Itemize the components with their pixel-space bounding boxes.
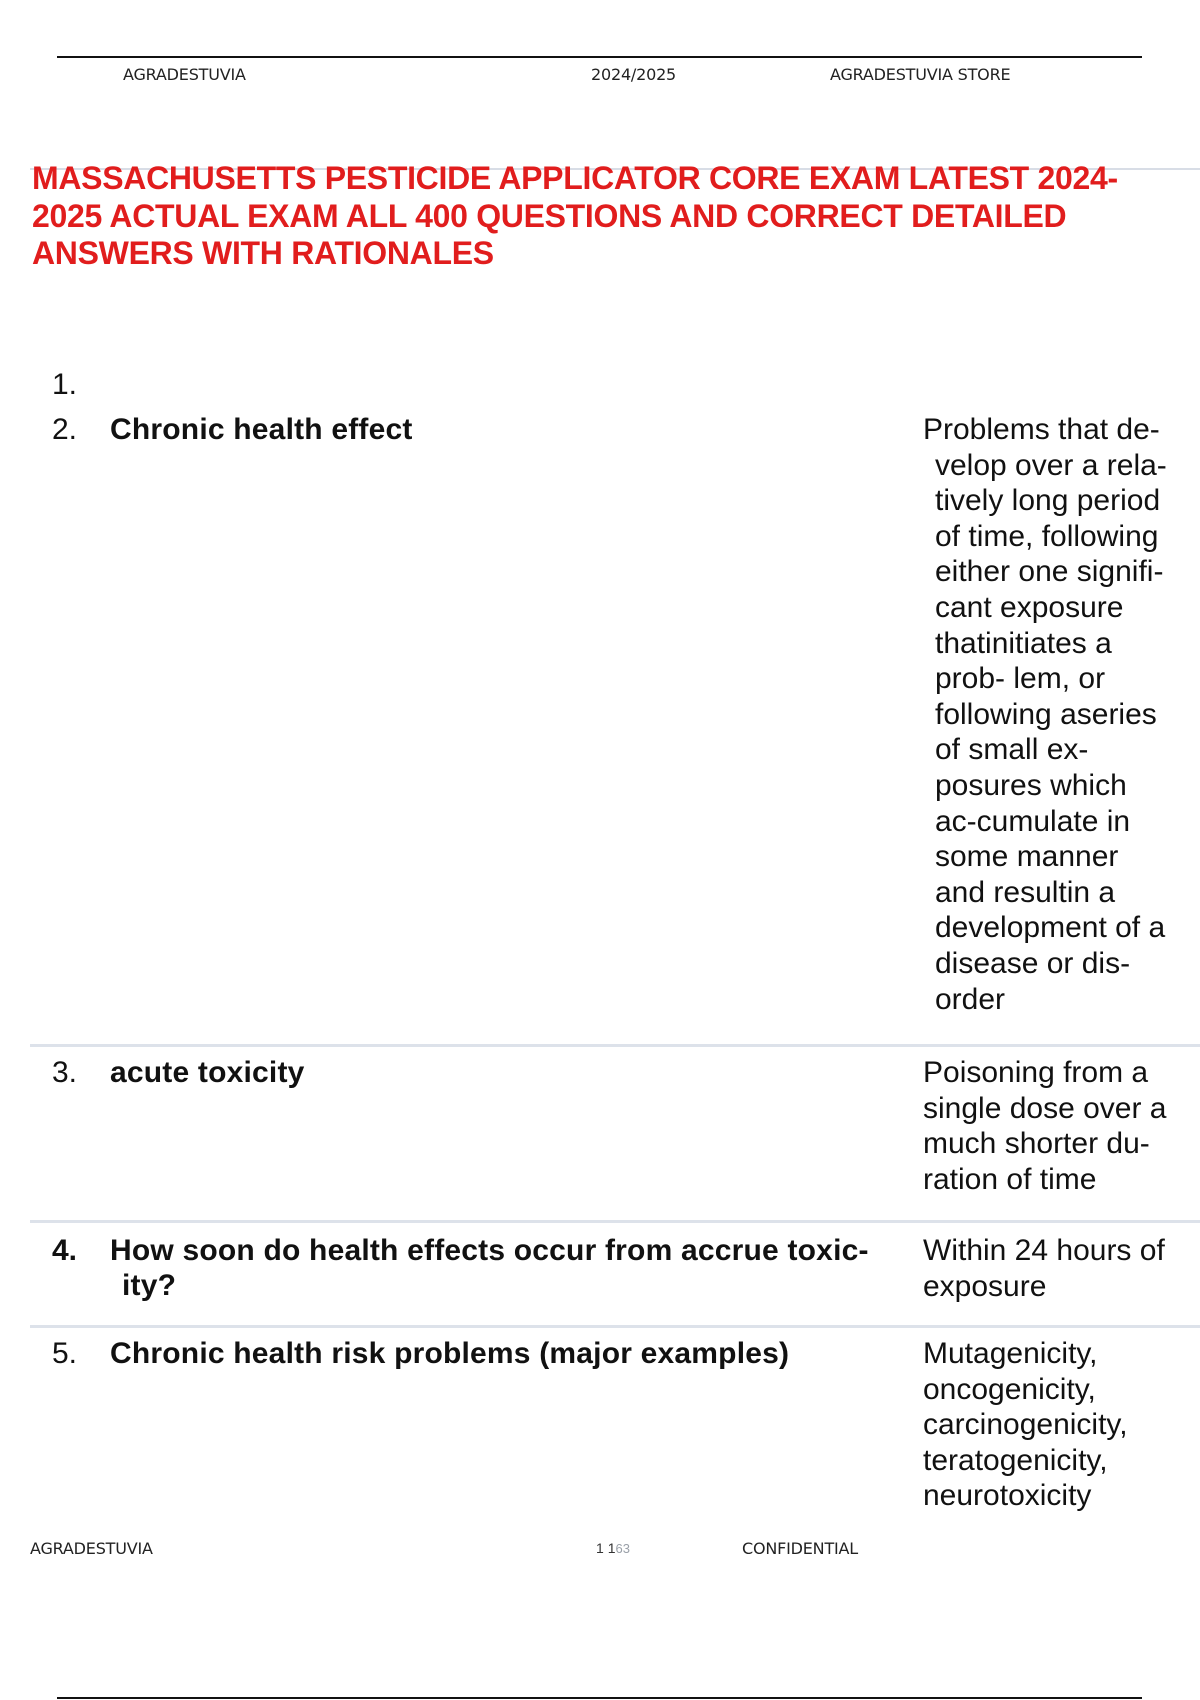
answer-text [923,1336,1198,1514]
answer-line: exposure [923,1269,1047,1303]
title-line-3: ANSWERS WITH RATIONALES [32,235,494,271]
item-number: 3. [52,1056,78,1089]
qa-list [30,360,1200,1518]
answer-line: disease or dis- [935,946,1131,980]
answer-line: much shorter du- [923,1127,1150,1161]
answer-line: posures which [935,768,1127,802]
footer-right-text: CONFIDENTIAL [742,1539,859,1558]
page-marker: 1 [607,1540,616,1556]
answer-line: development of a [935,911,1166,945]
qa-item-3 [30,1044,1200,1220]
answer-line: single dose over a [923,1091,1167,1125]
item-number: 1. [52,368,78,401]
answer-line: of time, following [935,519,1159,553]
answer-text [923,412,1198,1017]
answer-line: thatinitiates a [935,626,1112,660]
question-text [110,1336,940,1371]
question-line: Chronic health risk problems (major examples) [110,1337,790,1370]
answer-line: neurotoxicity [923,1479,1092,1513]
answer-line: prob- lem, or [935,662,1106,696]
question-line: acute toxicity [110,1056,305,1089]
answer-line: order [935,982,1006,1016]
question-line: How soon do health effects occur from accrue toxic- [110,1234,869,1267]
title-line-1: MASSACHUSETTS PESTICIDE APPLICATOR CORE EXAM LATEST 2024- [32,160,1118,196]
answer-line: of small ex- [935,733,1089,767]
header-left-text: AGRADESTUVIA [123,65,246,84]
question-line: Chronic health effect [110,413,413,446]
question-text [110,1055,940,1090]
qa-item-1 [30,360,1200,412]
footer-rule [57,1697,1142,1699]
answer-line: ration of time [923,1162,1097,1196]
qa-item-4 [30,1220,1200,1325]
answer-line: Within 24 hours of [923,1234,1165,1267]
title-line-2: 2025 ACTUAL EXAM ALL 400 QUESTIONS AND CORRECT DETAILED [32,197,1067,234]
answer-line: some manner [935,840,1119,874]
answer-line: Problems that de- [923,413,1160,446]
header-right-text: AGRADESTUVIA STORE [830,65,1011,84]
answer-line: following aseries [935,697,1157,731]
question-text [110,1233,940,1303]
answer-line: and resultin a [935,875,1116,909]
footer-left-text: AGRADESTUVIA [30,1539,153,1558]
document-title [32,160,1152,273]
answer-line: either one signifi- [935,555,1164,589]
question-line: ity? [122,1269,177,1302]
answer-line: oncogenicity, [923,1372,1096,1406]
answer-text [923,1233,1198,1304]
qa-item-2 [30,412,1200,1044]
page-number [596,1540,630,1556]
answer-line: Poisoning from a [923,1056,1149,1089]
header-year-text: 2024/2025 [591,65,677,84]
header-rule [57,56,1142,58]
answer-line: carcinogenicity, [923,1408,1128,1442]
answer-line: cant exposure [935,590,1124,624]
answer-text [923,1055,1198,1197]
answer-line: Mutagenicity, [923,1337,1098,1370]
answer-line: teratogenicity, [923,1443,1108,1477]
item-number: 4. [52,1234,78,1267]
page-current: 1 [596,1540,604,1556]
qa-item-5 [30,1325,1200,1518]
question-text [110,412,940,447]
answer-line: tively long period [935,484,1161,518]
answer-line: velop over a rela- [935,448,1167,482]
item-number: 2. [52,413,78,446]
answer-line: ac-cumulate in [935,804,1131,838]
page-total: 63 [615,1541,630,1556]
item-number: 5. [52,1337,78,1370]
